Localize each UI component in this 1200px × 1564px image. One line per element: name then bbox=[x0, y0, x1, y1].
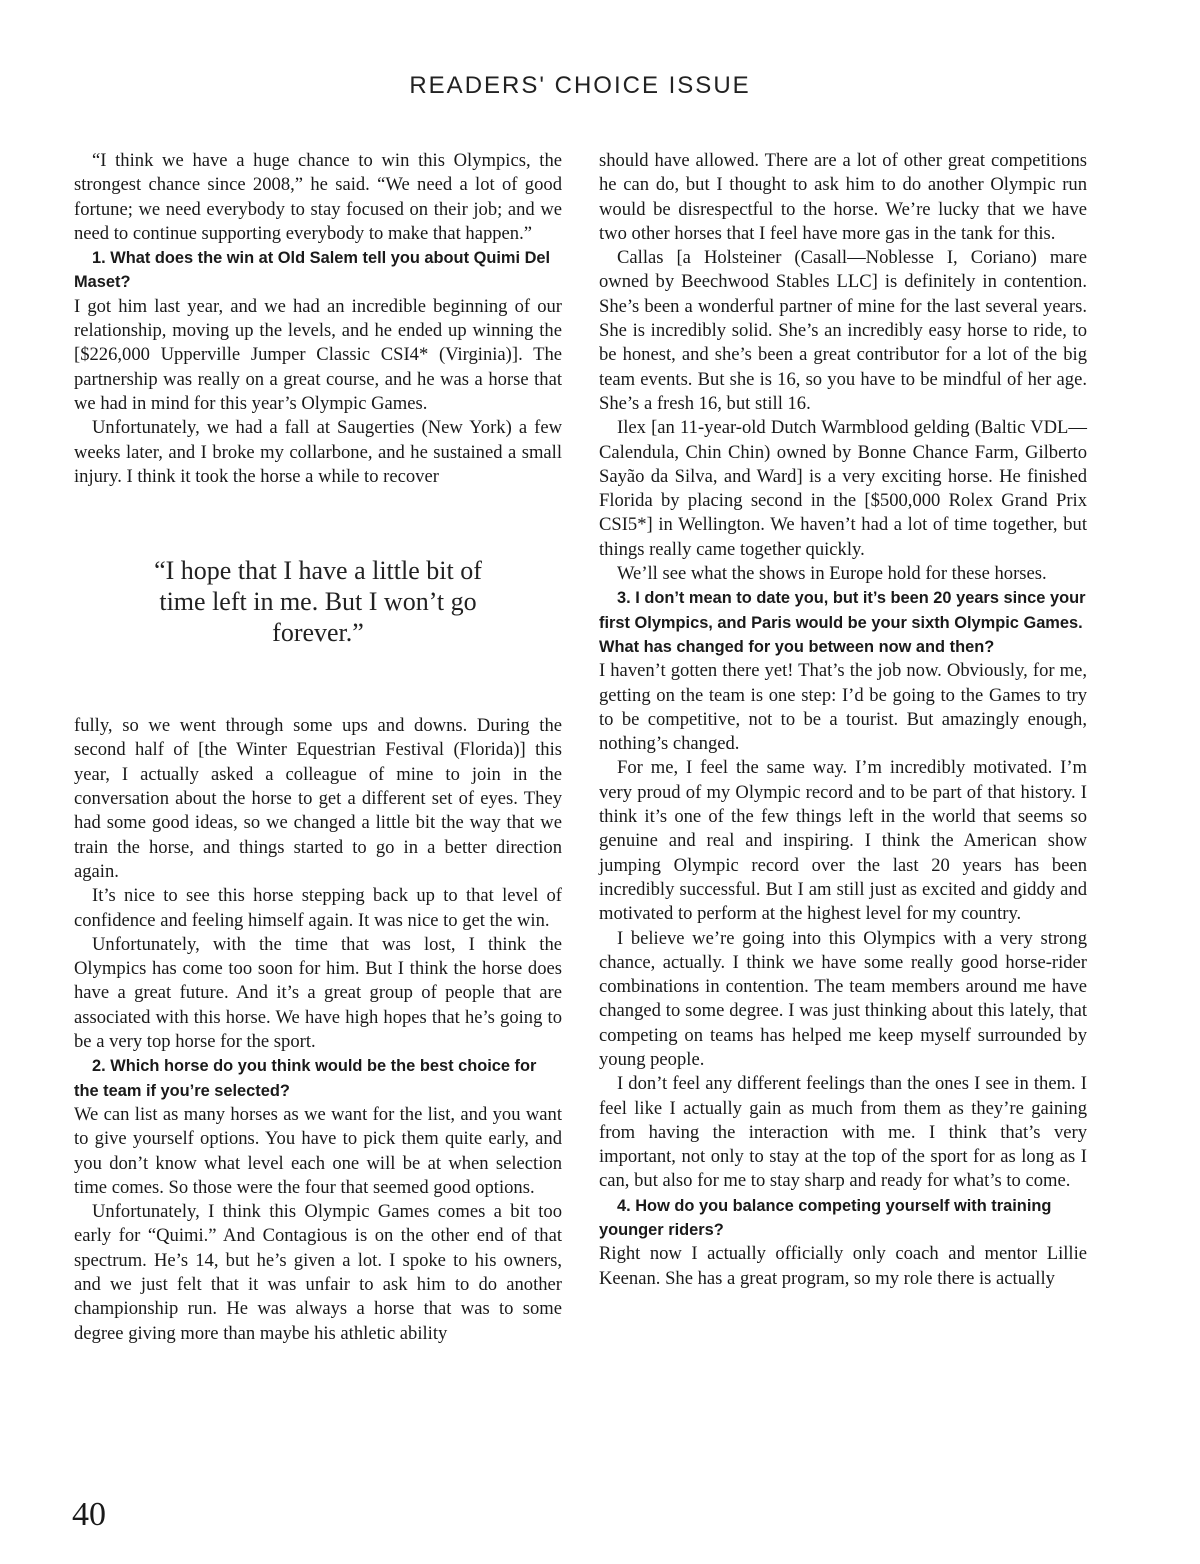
question-heading: 2. Which horse do you think would be the best choice for the team if you’re selected? bbox=[74, 1057, 537, 1100]
paragraph: should have allowed. There are a lot of other great competitions he can do, but I thought to ask him to do another Olympic run would be disrespectful to the horse. We’re lucky that we have two other horses that I feel have more gas in the tank for this. bbox=[599, 150, 1087, 244]
paragraph: I don’t feel any different feelings than the ones I see in them. I feel like I actually gain as much from them as they’re gaining from having the interaction with me. I think that’s very important, not only to stay at the top of the sport for as long as I can, but also for me to stay sharp and ready for what’s to come. bbox=[599, 1073, 1087, 1192]
right-column bbox=[599, 149, 1087, 1291]
paragraph: Unfortunately, with the time that was lost, I think the Olympics has come too soon for him. But I think the horse does have a great future. And it’s a great group of people that are associated with this horse. We have high hopes that he’s going to be a very top horse for the sport. bbox=[74, 933, 562, 1053]
paragraph: Callas [a Holsteiner (Casall—Noblesse I, Coriano) mare owned by Beechwood Stables LLC] is definitely in contention. She’s been a wonderful partner of mine for the last several years. She is incredibly solid. She’s an incredibly easy horse to ride, to be honest, and she’s been a great contributor for a lot of the big team events. But she is 16, so you have to be mindful of her age. She’s a fresh 16, but still 16. bbox=[599, 247, 1087, 414]
paragraph: fully, so we went through some ups and downs. During the second half of [the Winter Equestrian Festival (Florida)] this year, I actually asked a colleague of mine to join in the conversation about the horse to get a different set of eyes. They had some good ideas, so we changed a little bit the way that we train the horse, and things started to go in a better direction again. bbox=[74, 715, 562, 882]
paragraph: For me, I feel the same way. I’m incredibly motivated. I’m very proud of my Olympic record and to be part of that history. I think it’s one of the few things left in the world that seems so genuine and real and inspiring. I think the American show jumping Olympic record over the last 20 years has been incredibly successful. But I am still just as excited and giddy and motivated to perform at the highest level for my country. bbox=[599, 757, 1087, 925]
section-header: READERS' CHOICE ISSUE bbox=[409, 72, 751, 99]
paragraph: Right now I actually officially only coach and mentor Lillie Keenan. She has a great program, so my role there is actually bbox=[599, 1243, 1087, 1289]
paragraph: Ilex [an 11-year-old Dutch Warmblood gelding (Baltic VDL—Calendula, Chin Chin) owned by Bonne Chance Farm, Gilberto Sayão da Silva, and Ward] is a very exciting horse. He finished Florida by placing second in the [$500,000 Rolex Grand Prix CSI5*] in Wellington. We haven’t had a lot of time together, but things really came together quickly. bbox=[599, 417, 1087, 560]
question-heading: 3. I don’t mean to date you, but it’s been 20 years since your first Olympics, and Paris would be your sixth Olympic Games. What has changed for you between now and then? bbox=[599, 589, 1086, 656]
paragraph: We’ll see what the shows in Europe hold for these horses. bbox=[617, 563, 1047, 585]
page-number: 40 bbox=[72, 1496, 106, 1533]
paragraph: I believe we’re going into this Olympics with a very strong chance, actually. I think we have some really good horse-rider combinations in contention. The team members around me have changed to some degree. I was just thinking about this lately, that competing on teams has helped me keep myself surrounded by young people. bbox=[599, 927, 1087, 1070]
question-heading: 1. What does the win at Old Salem tell you about Quimi Del Maset? bbox=[74, 249, 551, 292]
paragraph: Unfortunately, I think this Olympic Games comes a bit too early for “Quimi.” And Contagious is on the other end of that spectrum. He’s 14, but he’s given a lot. I spoke to his owners, and we just felt that it was unfair to ask him to do another championship run. He was always a horse that was to some degree giving more than maybe his athletic ability bbox=[74, 1201, 562, 1344]
left-column bbox=[74, 149, 562, 1346]
question-heading: 4. How do you balance competing yourself with training younger riders? bbox=[599, 1196, 1052, 1240]
pull-quote: “I hope that I have a little bit of time left in me. But I won’t go forever.” bbox=[154, 556, 482, 648]
paragraph: “I think we have a huge chance to win this Olympics, the strongest chance since 2008,” he said. “We need a lot of good fortune; we need everybody to stay focused on their job; and we need to continue supporting everybody to make that happen.” bbox=[74, 150, 562, 244]
paragraph: I got him last year, and we had an incredible beginning of our relationship, moving up the levels, and he ended up winning the [$226,000 Upperville Jumper Classic CSI4* (Virginia)]. The partnership was really on a great course, and he was a horse that we had in mind for this year’s Olympic Games. bbox=[74, 295, 562, 414]
paragraph: Unfortunately, we had a fall at Saugerties (New York) a few weeks later, and I broke my collarbone, and he sustained a small injury. I think it took the horse a while to recover bbox=[74, 417, 562, 487]
paragraph: I haven’t gotten there yet! That’s the job now. Obviously, for me, getting on the team is one step: I’d be going to the Games to try to be competitive, not to be a tourist. But amazingly enough, nothing’s changed. bbox=[599, 660, 1087, 755]
paragraph: We can list as many horses as we want for the list, and you want to give yourself options. You have to pick them quite early, and you don’t know what level each one will be at when selection time comes. So those were the four that seemed good options. bbox=[74, 1103, 562, 1198]
paragraph: It’s nice to see this horse stepping back up to that level of confidence and feeling himself again. It was nice to get the win. bbox=[74, 885, 562, 931]
